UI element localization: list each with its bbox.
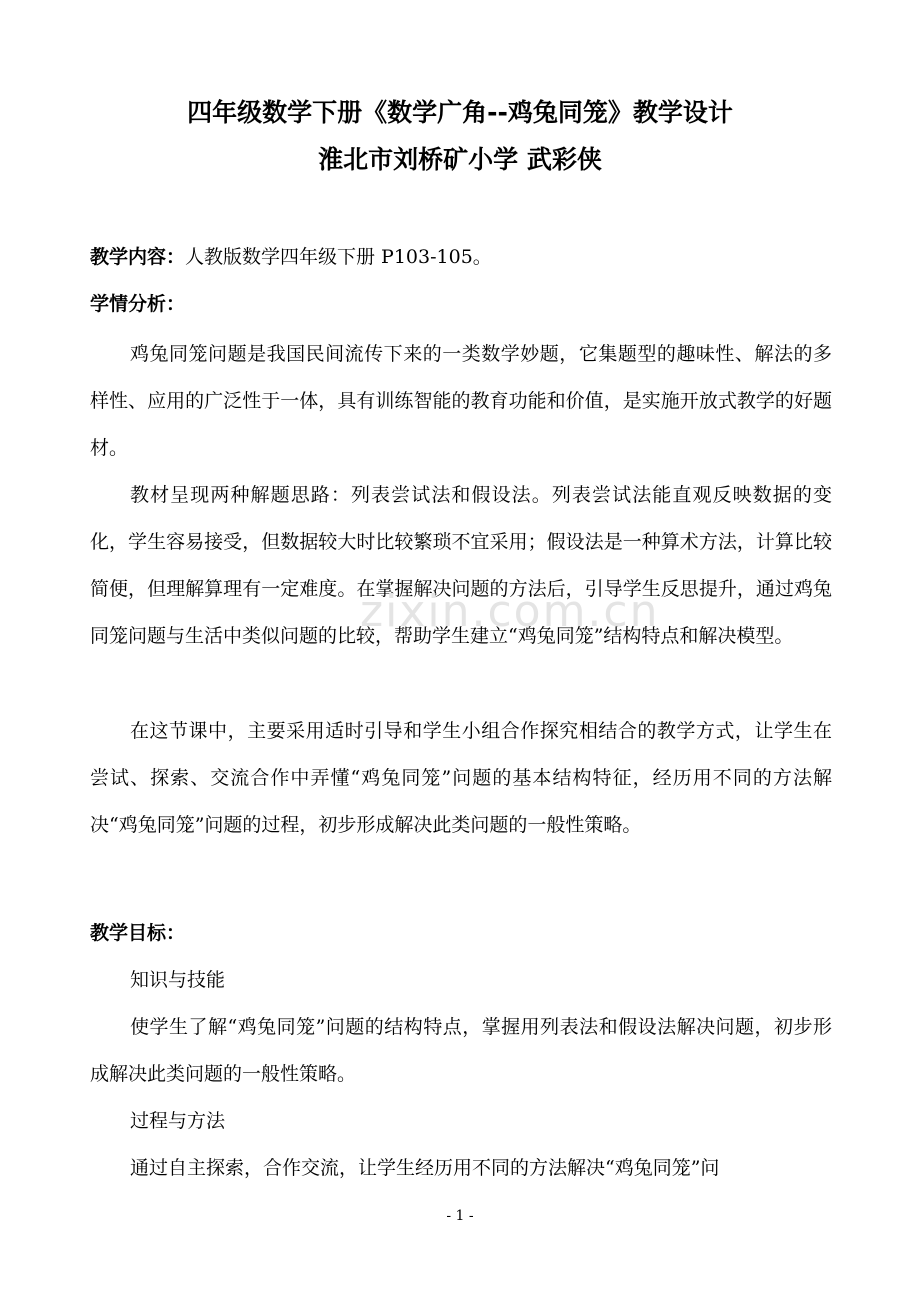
analysis-paragraph-3: 在这节课中，主要采用适时引导和学生小组合作探究相结合的教学方式，让学生在尝试、探索、交流合作中弄懂“鸡兔同笼”问题的基本结构特征，经历用不同的方法解决“鸡兔同笼”问题的过程，初步形成解决此类问题的一般性策略。 [90,720,832,836]
goals-paragraph-2: 通过自主探索，合作交流，让学生经历用不同的方法解决“鸡兔同笼”问 [130,1157,720,1179]
goals-subheading-process: 过程与方法 [130,1110,226,1132]
teaching-content-text: 人教版数学四年级下册 P103-105。 [185,246,492,268]
watermark: zixin.com.cn [360,586,660,637]
goals-paragraph-1: 使学生了解“鸡兔同笼”问题的结构特点，掌握用列表法和假设法解决问题，初步形成解决此类问题的一般性策略。 [90,1016,832,1085]
teaching-content-label: 教学内容： [90,246,186,268]
goals-subheading-knowledge: 知识与技能 [130,969,226,991]
analysis-heading: 学情分析： [90,293,186,315]
goals-heading: 教学目标： [90,922,186,944]
analysis-paragraph-2: 教材呈现两种解题思路：列表尝试法和假设法。列表尝试法能直观反映数据的变化，学生容易接受，但数据较大时比较繁琐不宜采用；假设法是一种算术方法，计算比较简便，但理解算理有一定难度。在掌握解决问题的方法后，引导学生反思提升，通过鸡兔同笼问题与生活中类似问题的比较，帮助学生建立“鸡兔同笼”结构特点和解决模型。 [90,484,832,647]
document-title: 四年级数学下册《数学广角--鸡兔同笼》教学设计 [187,98,733,127]
analysis-paragraph-1: 鸡兔同笼问题是我国民间流传下来的一类数学妙题，它集题型的趣味性、解法的多样性、应用的广泛性于一体，具有训练智能的教育功能和价值，是实施开放式教学的好题材。 [90,343,832,459]
document-author: 淮北市刘桥矿小学 武彩侠 [318,145,602,174]
teaching-content-line [90,244,492,270]
page-number: - 1 - [446,1208,474,1224]
